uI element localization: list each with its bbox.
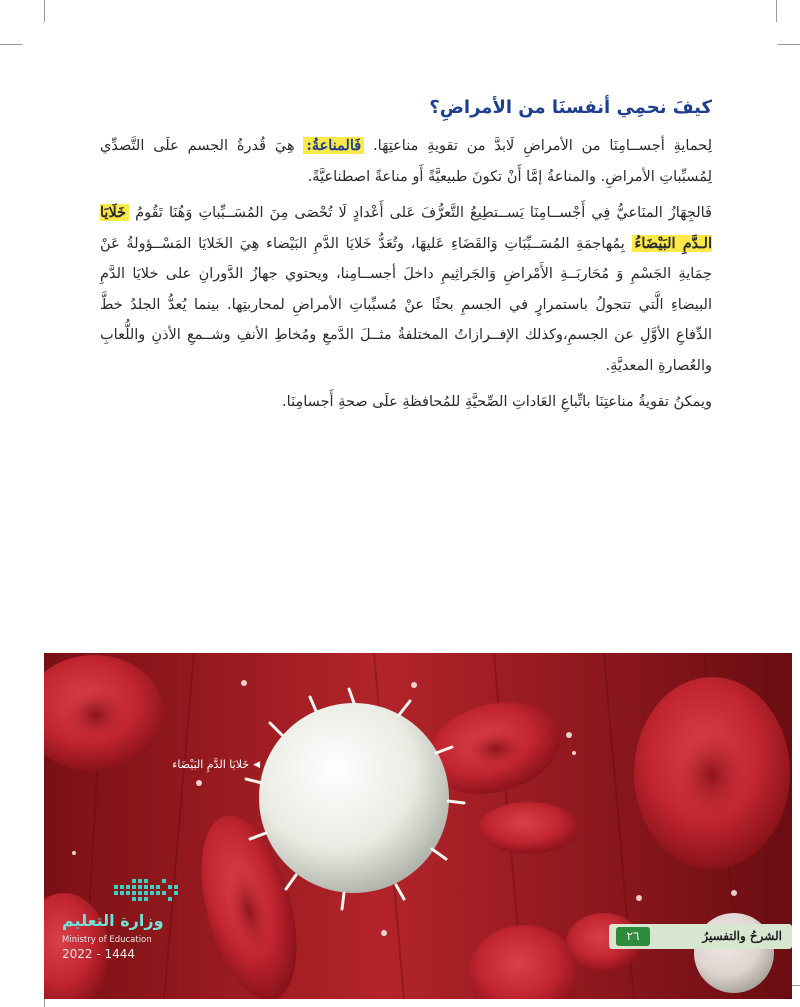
paragraph-immune-system xyxy=(100,198,712,381)
ministry-name-english: Ministry of Education xyxy=(62,935,152,945)
red-blood-cell xyxy=(634,677,790,869)
crop-mark-top-right xyxy=(776,0,777,22)
main-text xyxy=(100,95,712,424)
edition-year: 2022 - 1444 xyxy=(62,947,136,961)
ministry-emblem-icon xyxy=(114,877,204,907)
page-number-badge: ٢٦ xyxy=(616,927,650,946)
footer-section-label: الشرحُ والتفسيرُ xyxy=(702,929,782,943)
section-heading: كيفَ نحمِي أنفسنَا من الأمراضِ؟ xyxy=(429,97,712,118)
highlight-white-blood-cells: خَلَايَا الـدَّمِ البَيْضَاءُ xyxy=(100,204,712,252)
ministry-name-arabic: وزارة التعليم xyxy=(62,911,164,930)
triangle-pointer-icon: ◀ xyxy=(253,759,260,770)
page-footer xyxy=(609,924,792,949)
paragraph-healthy-habits: ويمكنُ تقويةُ مناعتِنَا باتِّباعِ العَاداتِ الصِّحيَّةِ للمُحافظةِ علَى صحةِ أَجسامِنَا. xyxy=(282,394,712,410)
paragraph-immunity-definition xyxy=(100,131,712,192)
paragraph-text: بِمُهاجمَةِ المُسَــبِّبَاتِ وَالقَضَاءِ عَليهَا، وتُعَدُّ خَلايَا الدَّمِ البَيْضاء هِيَ الخَلايَا المَسْــؤولةُ عَنْ حِمَايةِ الجَسْمِ وَ مُحَاربَــةِ الأَمْراضِ وَالجَراثِيمِ داخلَ أجســامِنا، ويحتوي جهازُ الدَّورانِ على خلايَا الدَّمِ البيضاءِ الَّتي تتجولُ باستمرارٍ في الجسمِ بحثًا عنْ مُسبِّباتِ الأمراضِ لمحاربتِها. بينما يُعدُّ الجلدُ خطَّ الدِّفاعِ الأوَّلِ عن الجسمِ،وكذلك الإفــرازاتُ المختلفةُ مثــلَ الدَّمعِ ومُخاطِ الأنفِ وشــمعِ الأذنِ واللُّعابِ والعُصارةِ المعديَّةِ. xyxy=(100,235,712,374)
highlight-immunity: فَالمناعةُ: xyxy=(303,137,364,154)
ministry-logo xyxy=(62,877,222,967)
paragraph-text: فَالجِهَازُ المنَاعيُّ فِي أَجْســامِنَا يَســتطِيعُ التَّعرُّفَ عَلى أَعْدادٍ لَا تُحْصَى مِنَ المُسَــبِّباتِ وَهُنَا تَقُومُ xyxy=(129,205,712,221)
crop-mark-right-top xyxy=(778,44,800,45)
crop-mark-top-left xyxy=(44,0,45,22)
caption-text: خَلايَا الدَّمِ البَيْضَاء xyxy=(172,758,250,771)
red-blood-cell xyxy=(479,802,579,854)
paragraph-text: هِيَ قُدرةُ الجسم علَى التَّصدِّي لِمُسبِّباتِ الأمراضِ. والمناعةُ إمَّا أَنْ تكونَ طبيعيَّةً أَو مناعةً اصطناعيَّةً. xyxy=(100,138,712,185)
crop-mark-left-top xyxy=(0,44,22,45)
paragraph-text: لِحمايةِ أجســامِنَا من الأمراضِ لَابدَّ من تقويةِ مناعتِهَا. xyxy=(364,138,712,154)
image-caption xyxy=(148,758,260,771)
